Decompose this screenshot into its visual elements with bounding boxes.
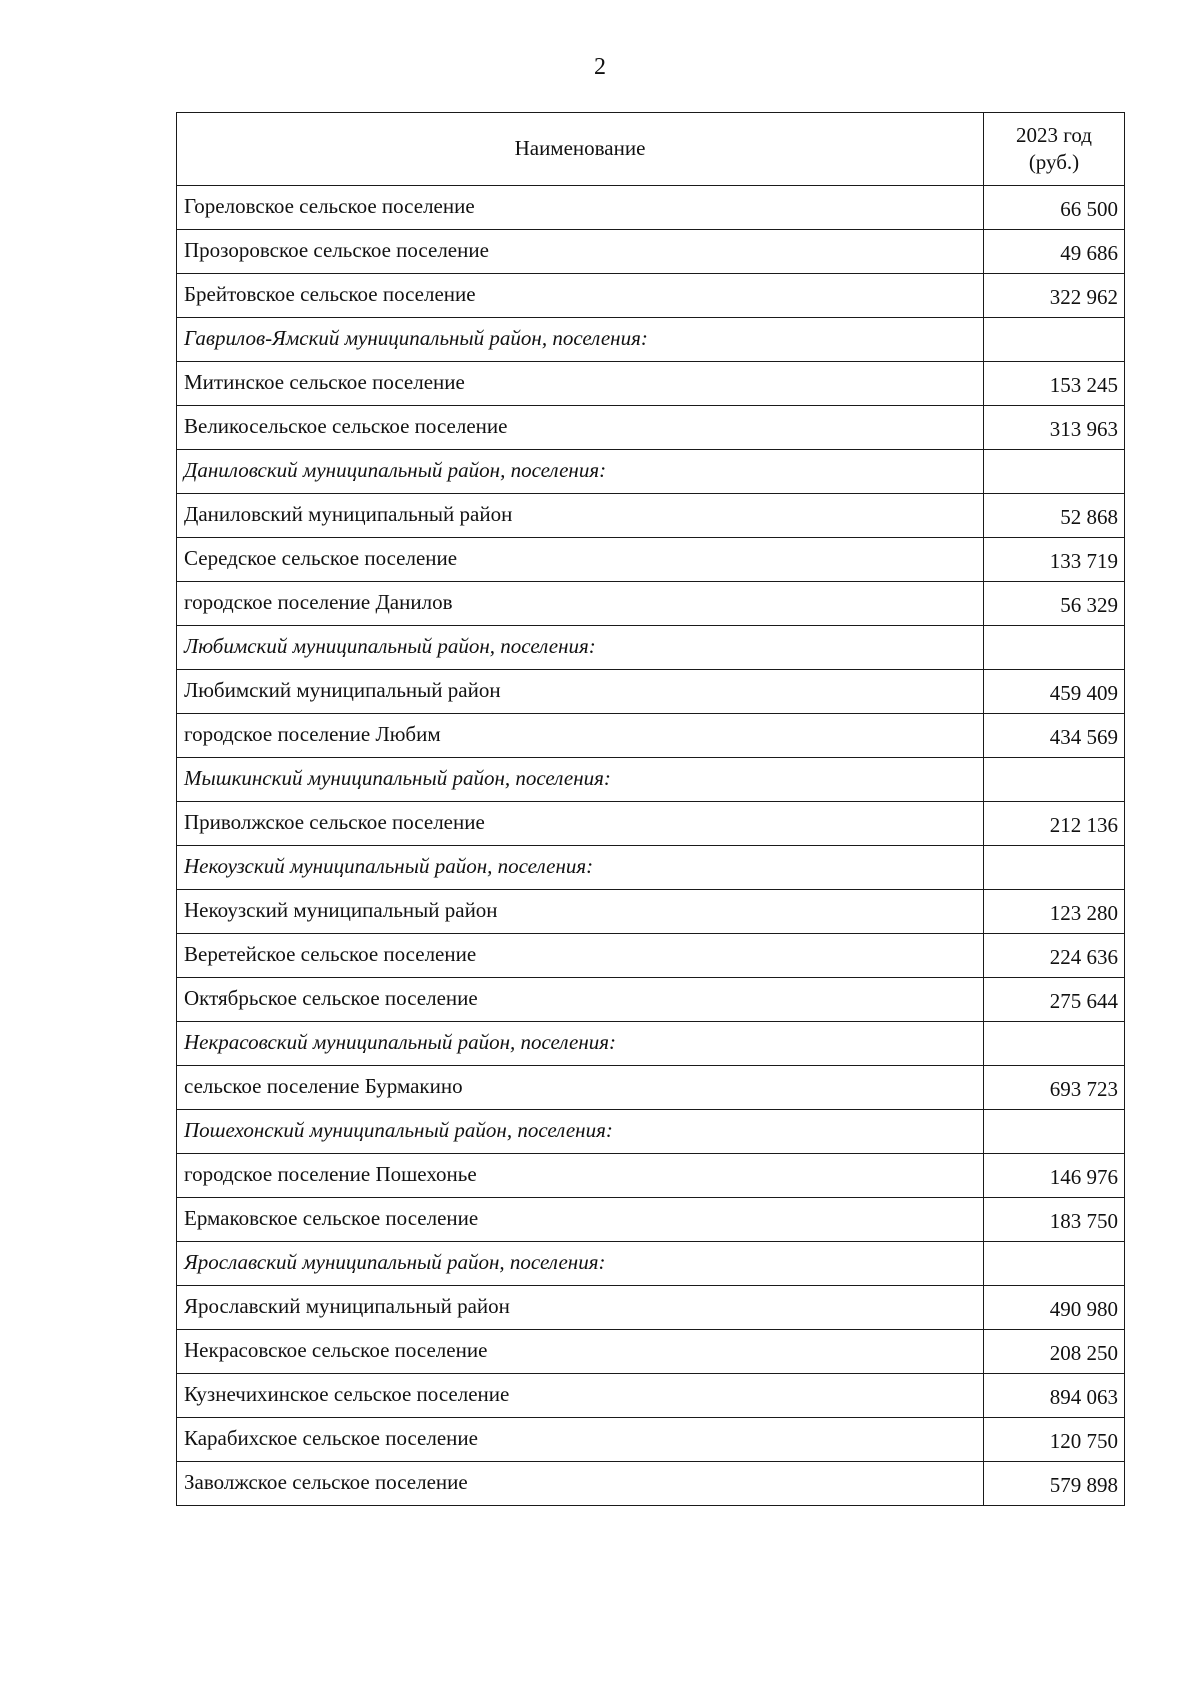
table-row (177, 186, 1125, 230)
settlement-name-cell: Великосельское сельское поселение (177, 406, 984, 450)
settlement-name-cell: Даниловский муниципальный район (177, 494, 984, 538)
settlement-name-cell: городское поселение Любим (177, 714, 984, 758)
table-row (177, 1198, 1125, 1242)
budget-table (176, 112, 1125, 1506)
group-name-cell: Ярославский муниципальный район, поселения: (177, 1242, 984, 1286)
settlement-name-cell: Гореловское сельское поселение (177, 186, 984, 230)
amount-cell: 490 980 (984, 1286, 1125, 1330)
settlement-name-cell: Приволжское сельское поселение (177, 802, 984, 846)
amount-cell (984, 318, 1125, 362)
settlement-name-cell: Митинское сельское поселение (177, 362, 984, 406)
group-name-cell: Мышкинский муниципальный район, поселения: (177, 758, 984, 802)
group-name-cell: Пошехонский муниципальный район, поселения: (177, 1110, 984, 1154)
amount-cell: 49 686 (984, 230, 1125, 274)
settlement-name-cell: Веретейское сельское поселение (177, 934, 984, 978)
settlement-name-cell: Ермаковское сельское поселение (177, 1198, 984, 1242)
settlement-name-cell: городское поселение Пошехонье (177, 1154, 984, 1198)
settlement-name-cell: сельское поселение Бурмакино (177, 1066, 984, 1110)
table-row (177, 274, 1125, 318)
settlement-name-cell: городское поселение Данилов (177, 582, 984, 626)
amount-cell: 66 500 (984, 186, 1125, 230)
table-row (177, 670, 1125, 714)
group-name-cell: Гаврилов-Ямский муниципальный район, поселения: (177, 318, 984, 362)
settlement-name-cell: Октябрьское сельское поселение (177, 978, 984, 1022)
settlement-name-cell: Ярославский муниципальный район (177, 1286, 984, 1330)
table-row (177, 1330, 1125, 1374)
table-row (177, 494, 1125, 538)
table-row (177, 890, 1125, 934)
group-header-row (177, 846, 1125, 890)
table-row (177, 714, 1125, 758)
group-name-cell: Любимский муниципальный район, поселения: (177, 626, 984, 670)
table-row (177, 802, 1125, 846)
group-header-row (177, 758, 1125, 802)
amount-cell (984, 450, 1125, 494)
table-row (177, 1286, 1125, 1330)
amount-cell: 224 636 (984, 934, 1125, 978)
amount-cell: 146 976 (984, 1154, 1125, 1198)
group-header-row (177, 626, 1125, 670)
table-row (177, 538, 1125, 582)
group-header-row (177, 1242, 1125, 1286)
settlement-name-cell: Брейтовское сельское поселение (177, 274, 984, 318)
table-header (177, 113, 1125, 186)
table-row (177, 582, 1125, 626)
amount-cell: 123 280 (984, 890, 1125, 934)
settlement-name-cell: Заволжское сельское поселение (177, 1462, 984, 1506)
table-row (177, 978, 1125, 1022)
group-header-row (177, 450, 1125, 494)
page-number: 2 (594, 54, 606, 80)
amount-cell: 579 898 (984, 1462, 1125, 1506)
amount-cell: 693 723 (984, 1066, 1125, 1110)
settlement-name-cell: Любимский муниципальный район (177, 670, 984, 714)
amount-cell: 322 962 (984, 274, 1125, 318)
header-year: 2023 год (1016, 122, 1092, 147)
amount-cell (984, 846, 1125, 890)
amount-cell: 153 245 (984, 362, 1125, 406)
settlement-name-cell: Карабихское сельское поселение (177, 1418, 984, 1462)
table-body (177, 186, 1125, 1506)
table-row (177, 362, 1125, 406)
table-row (177, 230, 1125, 274)
amount-cell: 120 750 (984, 1418, 1125, 1462)
amount-cell: 133 719 (984, 538, 1125, 582)
table-row (177, 1066, 1125, 1110)
group-header-row (177, 1110, 1125, 1154)
table-row (177, 1418, 1125, 1462)
table-row (177, 934, 1125, 978)
table-row (177, 406, 1125, 450)
header-value-cell (984, 113, 1125, 186)
amount-cell: 313 963 (984, 406, 1125, 450)
amount-cell (984, 1022, 1125, 1066)
amount-cell (984, 1110, 1125, 1154)
header-value-label (999, 122, 1109, 177)
settlement-name-cell: Некоузский муниципальный район (177, 890, 984, 934)
amount-cell: 183 750 (984, 1198, 1125, 1242)
amount-cell: 52 868 (984, 494, 1125, 538)
amount-cell: 275 644 (984, 978, 1125, 1022)
group-name-cell: Некоузский муниципальный район, поселения: (177, 846, 984, 890)
header-row (177, 113, 1125, 186)
amount-cell (984, 758, 1125, 802)
table-row (177, 1374, 1125, 1418)
amount-cell: 208 250 (984, 1330, 1125, 1374)
settlement-name-cell: Кузнечихинское сельское поселение (177, 1374, 984, 1418)
table-row (177, 1462, 1125, 1506)
amount-cell: 459 409 (984, 670, 1125, 714)
settlement-name-cell: Прозоровское сельское поселение (177, 230, 984, 274)
amount-cell: 894 063 (984, 1374, 1125, 1418)
amount-cell (984, 1242, 1125, 1286)
amount-cell: 56 329 (984, 582, 1125, 626)
group-name-cell: Даниловский муниципальный район, поселения: (177, 450, 984, 494)
amount-cell (984, 626, 1125, 670)
header-name-cell: Наименование (177, 113, 984, 186)
settlement-name-cell: Некрасовское сельское поселение (177, 1330, 984, 1374)
group-name-cell: Некрасовский муниципальный район, поселения: (177, 1022, 984, 1066)
group-header-row (177, 1022, 1125, 1066)
amount-cell: 212 136 (984, 802, 1125, 846)
settlement-name-cell: Середское сельское поселение (177, 538, 984, 582)
header-unit: (руб.) (1028, 150, 1080, 174)
table-row (177, 1154, 1125, 1198)
group-header-row (177, 318, 1125, 362)
amount-cell: 434 569 (984, 714, 1125, 758)
